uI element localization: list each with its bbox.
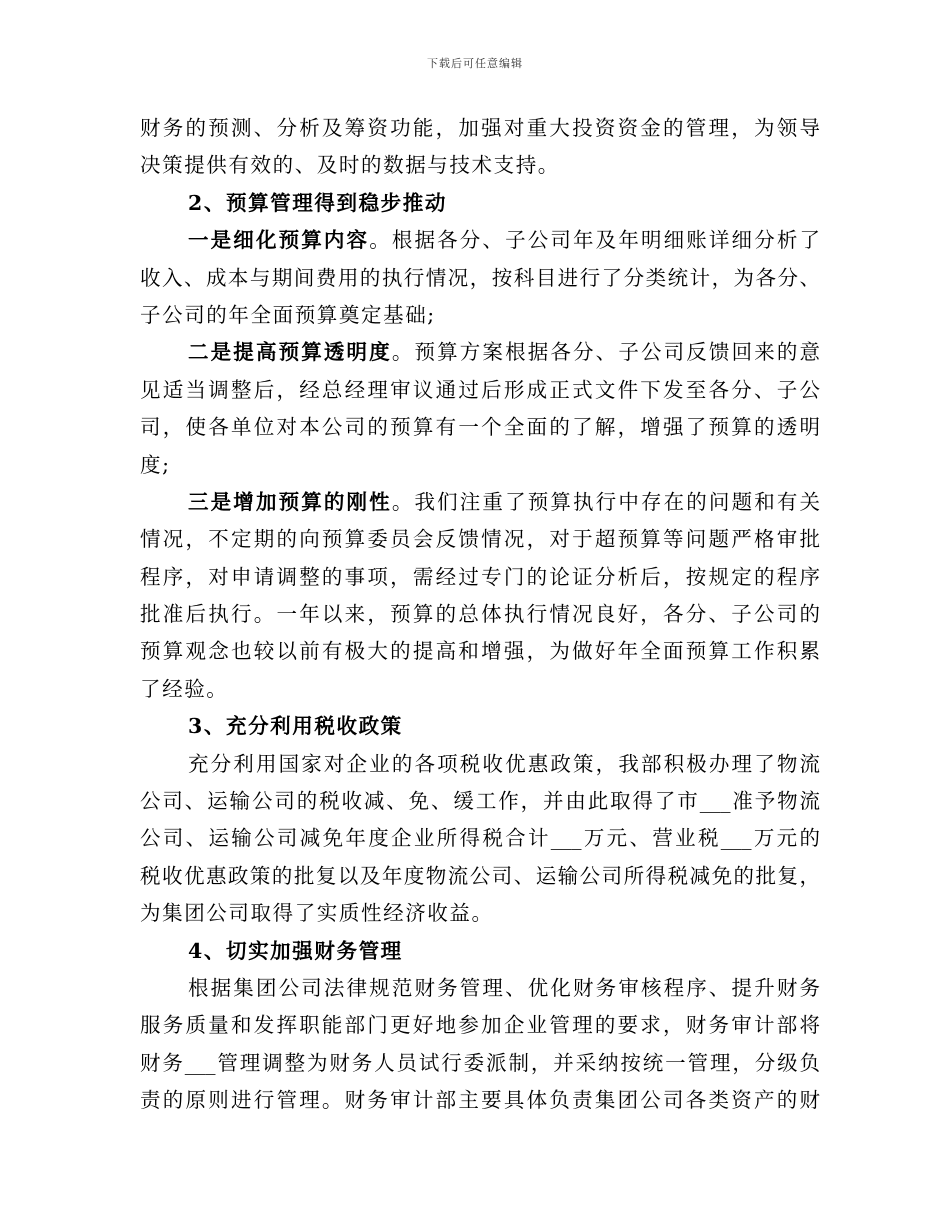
text-line xyxy=(140,372,820,409)
line-text: 根据集团公司法律规范财务管理、优化财务审核程序、提升财务 xyxy=(188,975,820,1000)
line-text: 度; xyxy=(140,452,171,477)
text-line xyxy=(140,147,820,184)
line-text: 司，使各单位对本公司的预算有一个全面的了解，增强了预算的透明 xyxy=(140,415,820,440)
line-text: 责的原则进行管理。财务审计部主要具体负责集团公司各类资产的财 xyxy=(140,1088,820,1113)
line-text: 。我们注重了预算执行中存在的问题和有关 xyxy=(391,489,821,514)
line-text: 见适当调整后，经总经理审议通过后形成正式文件下发至各分、子公 xyxy=(140,377,820,402)
text-line xyxy=(140,783,820,820)
text-line xyxy=(140,671,820,708)
line-text: 4、切实加强财务管理 xyxy=(188,938,403,963)
line-text: 3、充分利用税收政策 xyxy=(188,714,403,739)
line-text: 情况，不定期的向预算委员会反馈情况，对于超预算等问题严格审批 xyxy=(140,527,820,552)
text-line xyxy=(140,1045,820,1082)
line-text: 程序，对申请调整的事项，需经过专门的论证分析后，按规定的程序 xyxy=(140,564,820,589)
text-line xyxy=(140,334,820,371)
line-text: 。预算方案根据各分、子公司反馈回来的意 xyxy=(391,340,821,365)
text-line xyxy=(140,409,820,446)
line-text: 财务的预测、分析及筹资功能，加强对重大投资资金的管理，为领导 xyxy=(140,116,820,140)
line-text: 收入、成本与期间费用的执行情况，按科目进行了分类统计，为各分、 xyxy=(140,265,820,290)
text-line xyxy=(140,633,820,670)
line-text: 财务___管理调整为财务人员试行委派制，并采纳按统一管理，分级负 xyxy=(140,1050,820,1075)
text-line xyxy=(140,484,820,521)
text-line xyxy=(140,596,820,633)
bold-lead-phrase: 一是细化预算内容 xyxy=(188,228,370,253)
text-line xyxy=(140,895,820,932)
line-text: 为集团公司取得了实质性经济收益。 xyxy=(140,901,494,926)
text-line xyxy=(140,110,820,147)
text-line xyxy=(140,1082,820,1119)
text-line xyxy=(140,820,820,857)
text-line xyxy=(140,858,820,895)
section-heading xyxy=(140,933,820,970)
line-text: 服务质量和发挥职能部门更好地参加企业管理的要求，财务审计部将 xyxy=(140,1013,820,1038)
line-text: 2、预算管理得到稳步推动 xyxy=(188,190,447,215)
line-text: 批准后执行。一年以来，预算的总体执行情况良好，各分、子公司的 xyxy=(140,602,820,627)
text-line xyxy=(140,260,820,297)
line-text: 。根据各分、子公司年及年明细账详细分析了 xyxy=(369,228,821,253)
bold-lead-phrase: 三是增加预算的刚性 xyxy=(188,489,392,514)
document-body xyxy=(140,110,820,1120)
text-line xyxy=(140,222,820,259)
line-text: 公司、运输公司的税收减、免、缓工作，并由此取得了市___准予物流 xyxy=(140,789,820,814)
text-line xyxy=(140,1007,820,1044)
page-header: 下载后可任意编辑 xyxy=(427,57,523,70)
line-text: 税收优惠政策的批复以及年度物流公司、运输公司所得税减免的批复， xyxy=(140,863,820,888)
text-line xyxy=(140,746,820,783)
text-line xyxy=(140,970,820,1007)
text-line xyxy=(140,521,820,558)
line-text: 决策提供有效的、及时的数据与技术支持。 xyxy=(140,153,560,178)
line-text: 预算观念也较以前有极大的提高和增强，为做好年全面预算工作积累 xyxy=(140,639,820,664)
text-line xyxy=(140,297,820,334)
line-text: 子公司的年全面预算奠定基础; xyxy=(140,302,436,327)
line-text: 公司、运输公司减免年度企业所得税合计___万元、营业税___万元的 xyxy=(140,826,820,851)
text-line xyxy=(140,447,820,484)
section-heading xyxy=(140,708,820,745)
line-text: 了经验。 xyxy=(140,676,229,701)
line-text: 充分利用国家对企业的各项税收优惠政策，我部积极办理了物流 xyxy=(188,751,820,776)
section-heading xyxy=(140,185,820,222)
bold-lead-phrase: 二是提高预算透明度 xyxy=(188,340,392,365)
text-line xyxy=(140,559,820,596)
